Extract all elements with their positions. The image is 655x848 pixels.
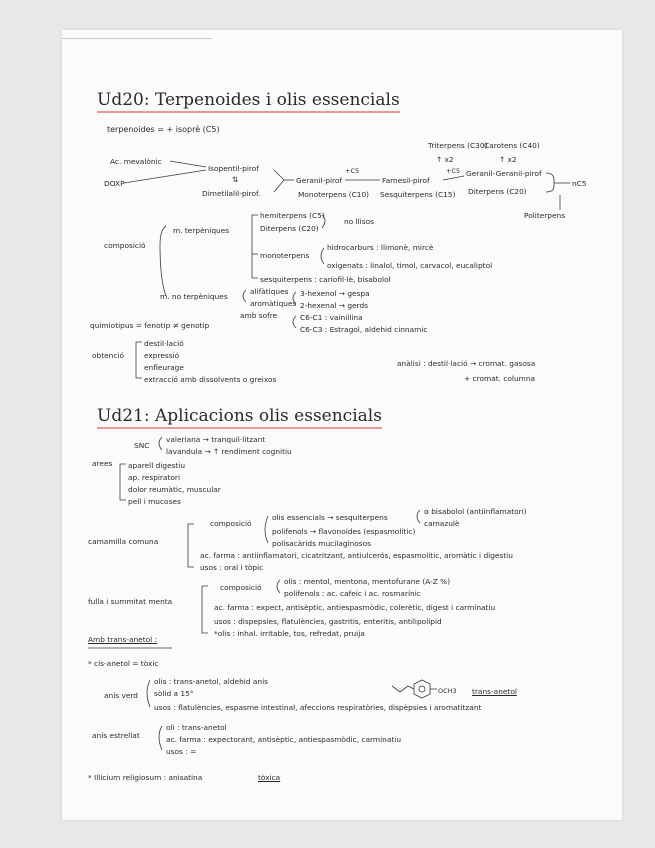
olis-menta: olis : mentol, mentona, mentofurane (A-Z %) [284,577,451,586]
notebook-page [62,30,622,820]
menta-label: fulla i summitat menta [88,597,173,606]
no-llisos: no llisos [344,217,374,226]
c5-label-1: +C5 [345,167,360,175]
hemiterpens: hemiterpens (C5) [260,211,325,220]
bisabolol: α bisabolol (antiinflamatori) [424,507,527,516]
ac-farma-anis-estrellat: ac. farma : expectorant, antisèptic, antiespasmòdic, carminatiu [166,735,402,744]
sesquiterpens: Sesquiterpens (C15) [380,190,456,199]
lavandula: lavandula → ↑ rendiment cognitiu [166,447,292,456]
valeriana: valeriana → tranquil·litzant [166,435,266,444]
camamilla-label: camamilla comuna [88,537,159,546]
hidrocarburs: hidrocarburs : llimonè, mircè [327,243,434,252]
ud21-title: Ud21: Aplicacions olis essencials [97,408,382,429]
amb-sofre: amb sofre [240,311,278,320]
oxigenats: oxigenats : linalol, timol, carvacol, eucaliptol [327,261,493,270]
solid: sòlid a 15° [154,689,194,698]
x2-label-a: ↑ x2 [436,155,454,164]
handwritten-strokes [62,30,622,820]
c6c1: C6-C1 : vainillina [300,313,363,322]
anis-estrellat-label: anís estrellat [92,731,140,740]
arees-label: arees [92,459,113,468]
obtencio-label: obtenció [92,351,124,360]
digestiu: aparell digestiu [128,461,186,470]
toxica: tòxica [258,773,281,782]
columna: + cromat. columna [464,374,536,383]
olis-inhal: *olis : inhal. irritable, tos, refredat, pruija [214,629,365,638]
diterpens-c20b: Diterpens (C20) [260,224,319,233]
aromatiques: aromàtiques [250,299,297,308]
triterpens-label: Triterpens (C30) [428,141,488,150]
extraccio: extracció amb dissolvents o greixos [144,375,277,384]
geranil-geranil: Geranil-Geranil-pirof [466,169,542,178]
destil: destil·lació [144,339,184,348]
polifenols-menta: polifenols : ac. cafeic i ac. rosmarínic [284,589,421,598]
dolor: dolor reumàtic, muscular [128,485,221,494]
m-terpeniques: m. terpèniques [173,226,230,235]
olis-anis-verd: olis : trans-anetol, aldehid anís [154,677,268,686]
ac-farma-camamilla: ac. farma : antiinflamatori, cicatritzant, antiulcerós, espasmolític, aromàtic i digestiu [200,551,513,560]
diterpens-c20: Diterpens (C20) [468,187,527,196]
farnesil: Farnesil-pirof [382,176,430,185]
m-no-terpeniques: m. no terpèniques [160,292,228,301]
ud20-title: Ud20: Terpenoides i olis essencials [97,92,400,113]
geranil: Geranil-pirof [296,176,343,185]
quimiotipus: quimiotipus = fenotip ≠ genotip [90,321,210,330]
composicio-label: composició [104,241,146,250]
carotens-label: Carotens (C40) [484,141,540,150]
ac-mevalonic: Ac. mevalònic [110,157,162,166]
och3-label: OCH3 [438,687,457,695]
monoterpens-b: monoterpens [260,251,310,260]
hexenal: 3-hexenol → gespa [300,289,370,298]
terpenoides-definition: terpenoides = + isoprè (C5) [107,125,220,134]
nc5: nC5 [572,179,587,188]
composicio-camamilla: composició [210,519,252,528]
enfleurage: enfleurage [144,363,184,372]
usos-anis-estrellat: usos : = [166,747,197,756]
usos-camamilla: usos : oral i tòpic [200,563,264,572]
respiratori: ap. respiratori [128,473,181,482]
cis-anetol: * cis-anetol = tòxic [88,659,159,668]
anis-verd-label: anís verd [104,691,138,700]
hexenal2: 2-hexenal → gerds [300,301,369,310]
x2-label-b: ↑ x2 [499,155,517,164]
usos-menta: usos : dispepsies, flatulències, gastritis, enteritis, antilipolipid [214,617,442,626]
politerpens: Politerpens [524,211,566,220]
monoterpens: Monoterpens (C10) [298,190,370,199]
usos-anis-verd: usos : flatulències, espasme intestinal, afeccions respiratòries, dispèpsies i aromatitzant [154,703,482,712]
dimetilalil: Dimetilalil-pirof. [202,189,261,198]
analisi: anàlisi : destil·lació → cromat. gasosa [397,359,536,368]
polifenols: polifenols → flavonoides (espasmolític) [272,527,416,536]
pell: pell i mucoses [128,497,181,506]
snc-label: SNC [134,441,150,450]
composicio-menta: composició [220,583,262,592]
polisacarids: polisacàrids mucilaginosos [272,539,372,548]
expressio: expressió [144,351,180,360]
doxp: DOXP [104,179,125,188]
isopentil: Isopentil-pirof [208,164,259,173]
c6c3: C6-C3 : Estragol, aldehid cinnamic [300,325,428,334]
alifatiques: alifàtiques [250,287,289,296]
oli-anis-estrellat: oli : trans-anetol [166,723,227,732]
camazule: camazulè [424,519,460,528]
trans-anetol-label: trans-anetol [472,687,517,696]
equilibrium-arrow: ⇅ [232,175,239,184]
illicium: * Illicium religiosum : anisatina [88,773,203,782]
trans-anetol-heading: Amb trans-anetol : [88,635,158,644]
sesquiterpens-b: sesquiterpens : cariofil·lè, bisabolol [260,275,391,284]
ac-farma-menta: ac. farma : expect, antisèptic, antiespasmòdic, colerètic, digest i carminatiu [214,603,496,612]
c5-label-2: +C5 [446,167,461,175]
olis-ess: olis essencials → sesquiterpens [272,513,388,522]
